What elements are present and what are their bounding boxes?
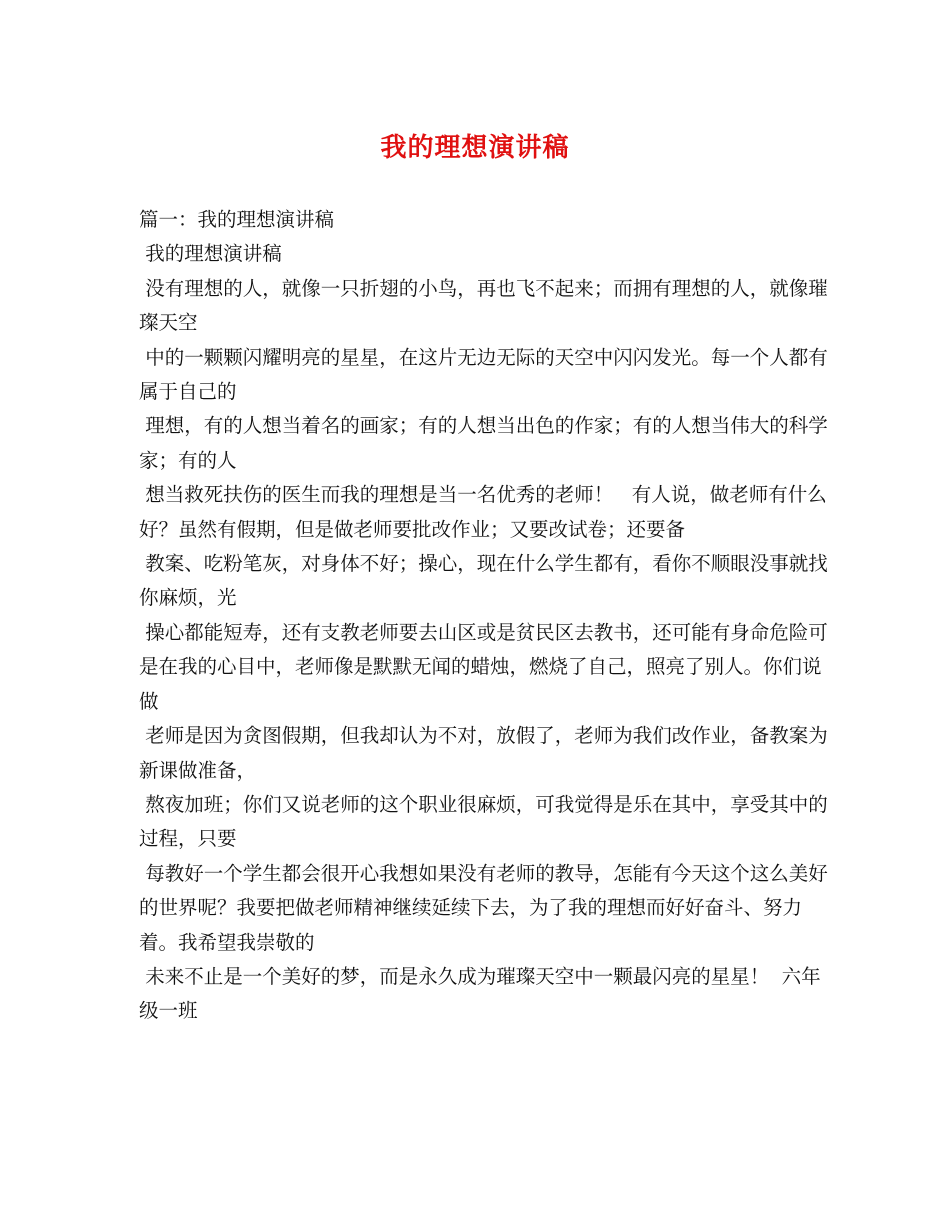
- paragraph: 我的理想演讲稿: [139, 242, 282, 266]
- paragraph: 每教好一个学生都会很开心我想如果没有老师的教导，怎能有今天这个这么美好的世界呢？我要把做老师精神继续延续下去，为了我的理想而好好奋斗、努力着。我希望我崇敬的: [139, 861, 828, 954]
- document-body: [139, 203, 829, 1029]
- paragraph: 篇一：我的理想演讲稿: [139, 208, 335, 231]
- paragraph: 想当救死扶伤的医生而我的理想是当一名优秀的老师！ 有人说，做老师有什么好？虽然有假期，但是做老师要批改作业；又要改试卷；还要备: [139, 483, 827, 541]
- paragraph: 老师是因为贪图假期，但我却认为不对，放假了，老师为我们改作业，备教案为新课做准备，: [139, 724, 828, 782]
- paragraph: 操心都能短寿，还有支教老师要去山区或是贫民区去教书，还可能有身命危险可是在我的心目中，老师像是默默无闻的蜡烛，燃烧了自己，照亮了别人。你们说做: [139, 620, 828, 713]
- paragraph: 没有理想的人，就像一只折翅的小鸟，再也飞不起来；而拥有理想的人，就像璀璨天空: [139, 276, 828, 335]
- document-title: 我的理想演讲稿: [380, 133, 570, 163]
- paragraph: 熬夜加班；你们又说老师的这个职业很麻烦，可我觉得是乐在其中，享受其中的过程，只要: [139, 792, 828, 851]
- paragraph: 教案、吃粉笔灰，对身体不好；操心，现在什么学生都有，看你不顺眼没事就找你麻烦，光: [139, 552, 828, 610]
- paragraph: 中的一颗颗闪耀明亮的星星，在这片无边无际的天空中闪闪发光。每一个人都有属于自己的: [139, 345, 828, 404]
- paragraph: 理想，有的人想当着名的画家；有的人想当出色的作家；有的人想当伟大的科学家；有的人: [139, 414, 828, 472]
- paragraph: 未来不止是一个美好的梦，而是永久成为璀璨天空中一颗最闪亮的星星！ 六年级一班: [139, 964, 821, 1023]
